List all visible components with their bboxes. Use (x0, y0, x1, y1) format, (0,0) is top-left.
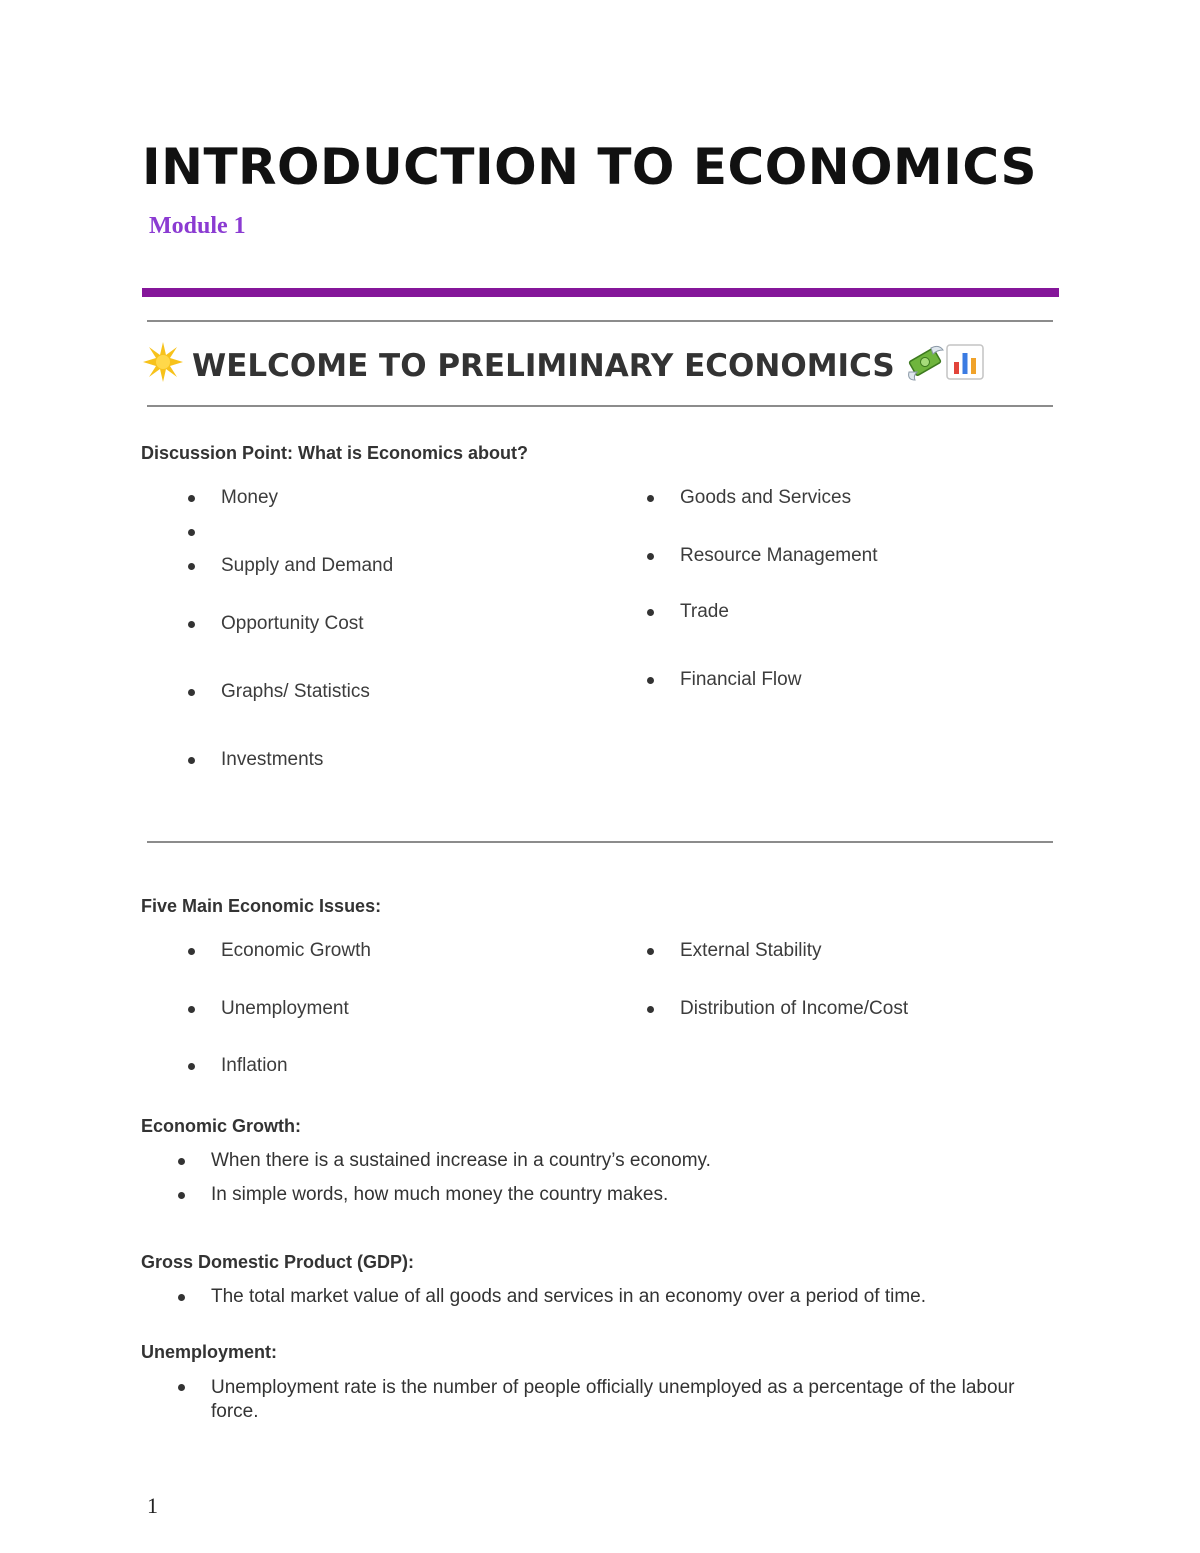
bullet (188, 948, 195, 955)
list-item: Money (221, 487, 279, 508)
list-item: Graphs/ Statistics (221, 681, 370, 702)
issues-heading: Five Main Economic Issues: (141, 896, 382, 916)
bullet (178, 1192, 185, 1199)
bullet (188, 689, 195, 696)
bullet (188, 1063, 195, 1070)
discussion-heading: Discussion Point: What is Economics about? (141, 443, 529, 463)
bullet (188, 757, 195, 764)
list-item: Unemployment (221, 998, 349, 1019)
bullet (178, 1384, 185, 1391)
growth-heading: Economic Growth: (141, 1116, 302, 1136)
bullet (647, 553, 654, 560)
gdp-heading: Gross Domestic Product (GDP): (141, 1252, 415, 1272)
page-title: INTRODUCTION TO ECONOMICS (142, 138, 1038, 196)
bullet (178, 1294, 185, 1301)
bullet (647, 948, 654, 955)
bullet (188, 621, 195, 628)
list-item: Resource Management (680, 545, 878, 566)
welcome-heading-text: WELCOME TO PRELIMINARY ECONOMICS (192, 348, 895, 384)
star-icon (142, 341, 184, 391)
list-item: Inflation (221, 1055, 288, 1076)
bar-chart-icon (945, 342, 985, 390)
bullet (647, 1006, 654, 1013)
bullet (188, 495, 195, 502)
bullet (188, 1006, 195, 1013)
bullet (647, 677, 654, 684)
unemployment-heading: Unemployment: (141, 1342, 278, 1362)
bullet (188, 529, 195, 536)
divider (147, 320, 1053, 322)
list-item: When there is a sustained increase in a country’s economy. (211, 1150, 711, 1171)
list-item: Financial Flow (680, 669, 802, 690)
bullet (178, 1158, 185, 1165)
list-item: External Stability (680, 940, 822, 961)
list-item: Goods and Services (680, 487, 852, 508)
list-item: Economic Growth (221, 940, 371, 961)
list-item: In simple words, how much money the country makes. (211, 1184, 669, 1205)
list-item: The total market value of all goods and services in an economy over a period of time. (211, 1286, 926, 1307)
list-item: Trade (680, 601, 729, 622)
accent-divider (142, 288, 1059, 297)
welcome-heading (142, 341, 985, 391)
list-item: Investments (221, 749, 324, 770)
list-item: Opportunity Cost (221, 613, 364, 634)
bullet (188, 563, 195, 570)
module-subtitle: Module 1 (149, 213, 246, 239)
divider (147, 405, 1053, 407)
bullet (647, 495, 654, 502)
page-number: 1 (147, 1493, 158, 1518)
divider (147, 841, 1053, 843)
bullet (647, 609, 654, 616)
list-item: Unemployment rate is the number of people officially unemployed as a percentage of the labour force. (211, 1377, 1015, 1422)
list-item: Supply and Demand (221, 555, 394, 576)
list-item: Distribution of Income/Cost (680, 998, 909, 1019)
money-with-wings-icon (905, 342, 945, 390)
